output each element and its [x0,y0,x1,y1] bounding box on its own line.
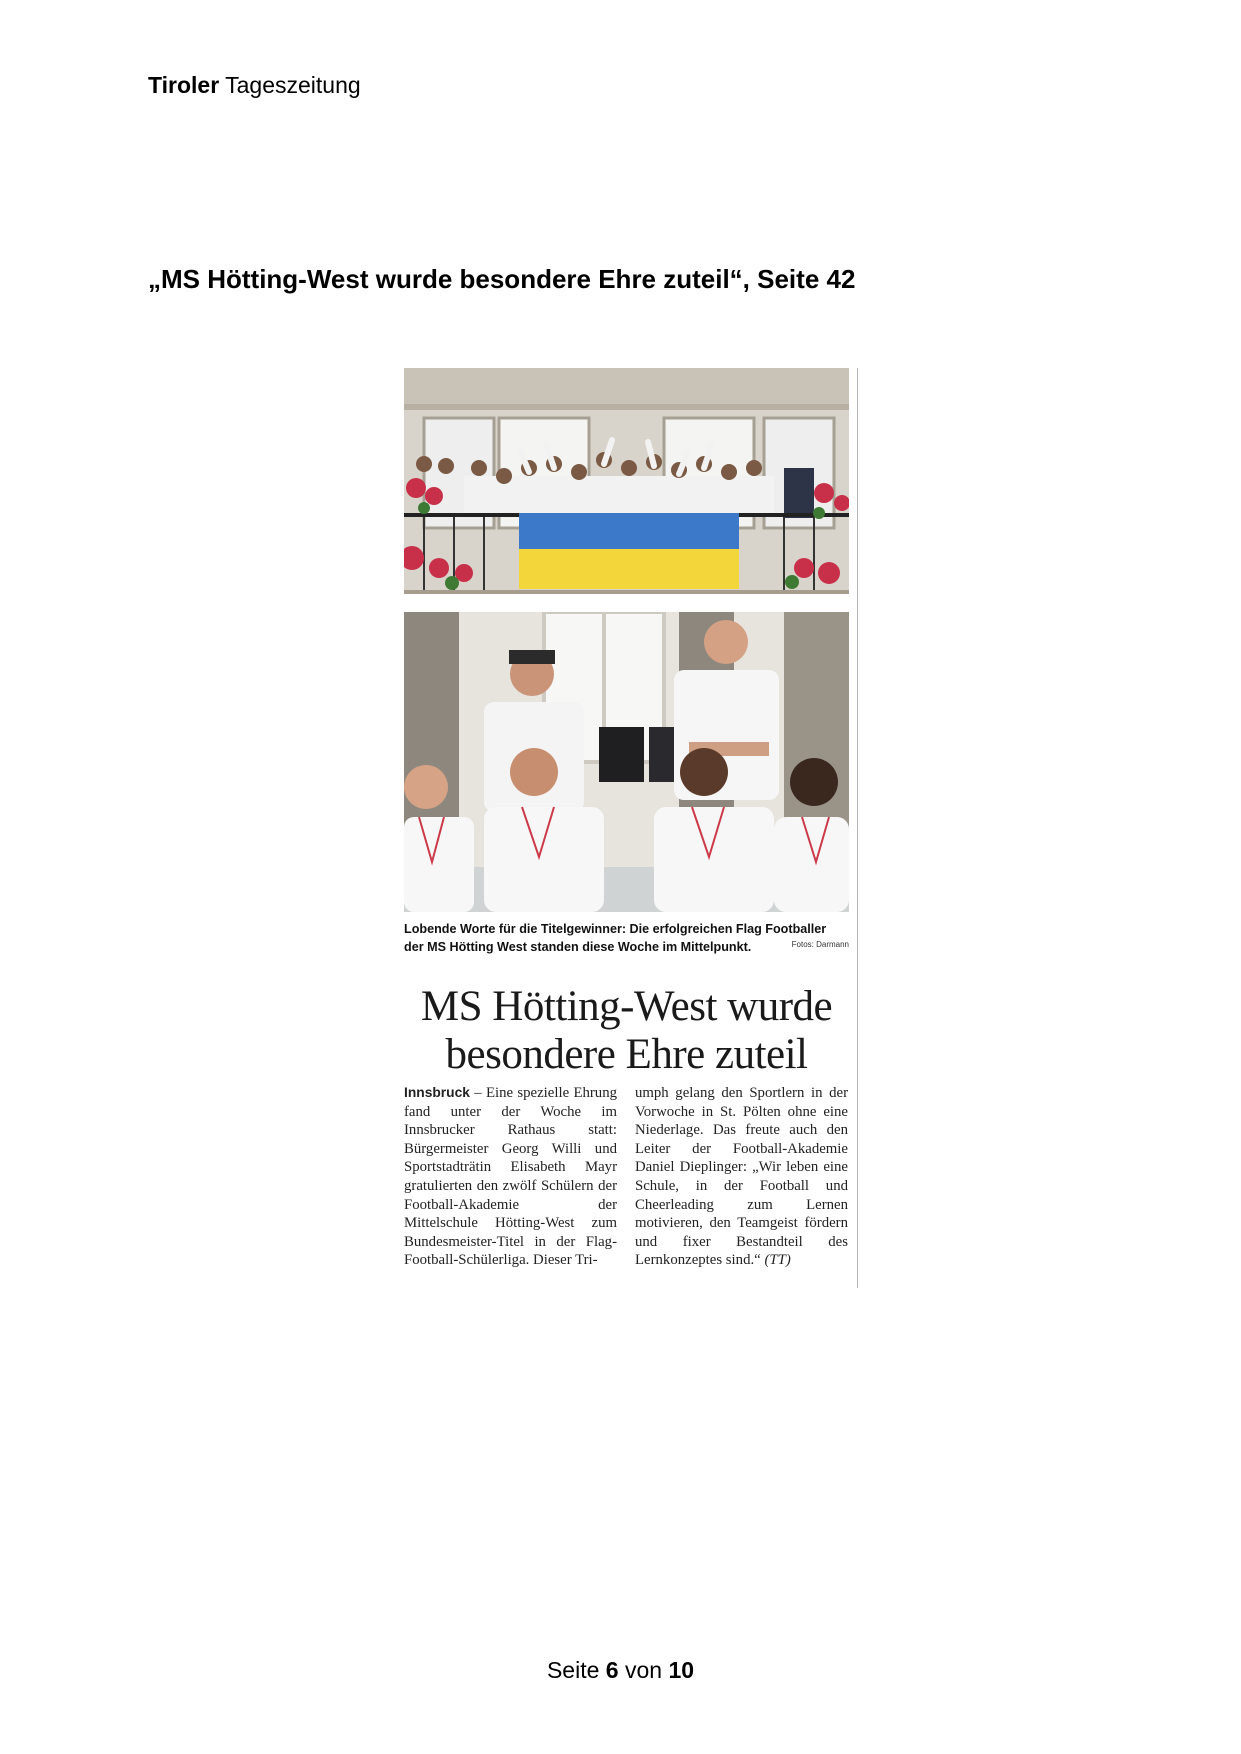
photo-caption: Lobende Worte für die Titelgewinner: Die erfolgreichen Flag Footballer der MS Hötting West standen diese Woche im Mittelpunkt. [404,922,827,954]
footer-current-page: 6 [605,1657,619,1683]
column-rule [857,368,858,1288]
column-2-text: umph gelang den Sportlern in der Vorwoche in St. Pölten ohne eine Niederlage. Das freute auch den Leiter der Football-Akademie Daniel Dieplinger: „Wir leben eine Schule, in der Football und Cheerleading zum Lernen motivieren, den Teamgeist fördern und fixer Bestandteil des Lernkonzeptes sind.“ [635,1085,848,1269]
masthead-bold: Tiroler [148,72,220,98]
column-1-text: Eine spezielle Ehrung fand unter der Woche im Innsbrucker Rathaus statt: Bürgermeister Georg Willi und Sportstadträtin Elisabeth Mayr gratulierten den zwölf Schülern der Football-Akademie der Mittelschule Hötting-West zum Bundesmeister-Titel in der Flag-Football-Schülerliga. Dieser Tri- [404,1085,617,1269]
headline-line-2: besondere Ehre zuteil [445,1031,808,1078]
article-headline [404,983,849,1079]
footer-middle: von [624,1657,663,1683]
dateline: Innsbruck [404,1085,470,1100]
masthead-regular: Tageszeitung [225,72,361,98]
newspaper-masthead [148,72,361,99]
footer-total-pages: 10 [668,1657,695,1683]
author-tag: (TT) [764,1252,791,1269]
balcony-photo [404,368,849,594]
page-footer [0,1657,1241,1684]
dateline-dash: – [469,1085,486,1101]
article-reference-title: „MS Hötting-West wurde besondere Ehre zuteil“, Seite 42 [148,264,856,294]
article-column-2 [635,1084,848,1270]
team-photo [404,612,849,912]
footer-prefix: Seite [546,1657,600,1683]
headline-line-1: MS Hötting-West wurde [420,983,833,1030]
newspaper-clipping [404,368,849,1288]
article-column-1 [404,1084,617,1270]
photo-credit: Fotos: Darmann [791,940,849,949]
